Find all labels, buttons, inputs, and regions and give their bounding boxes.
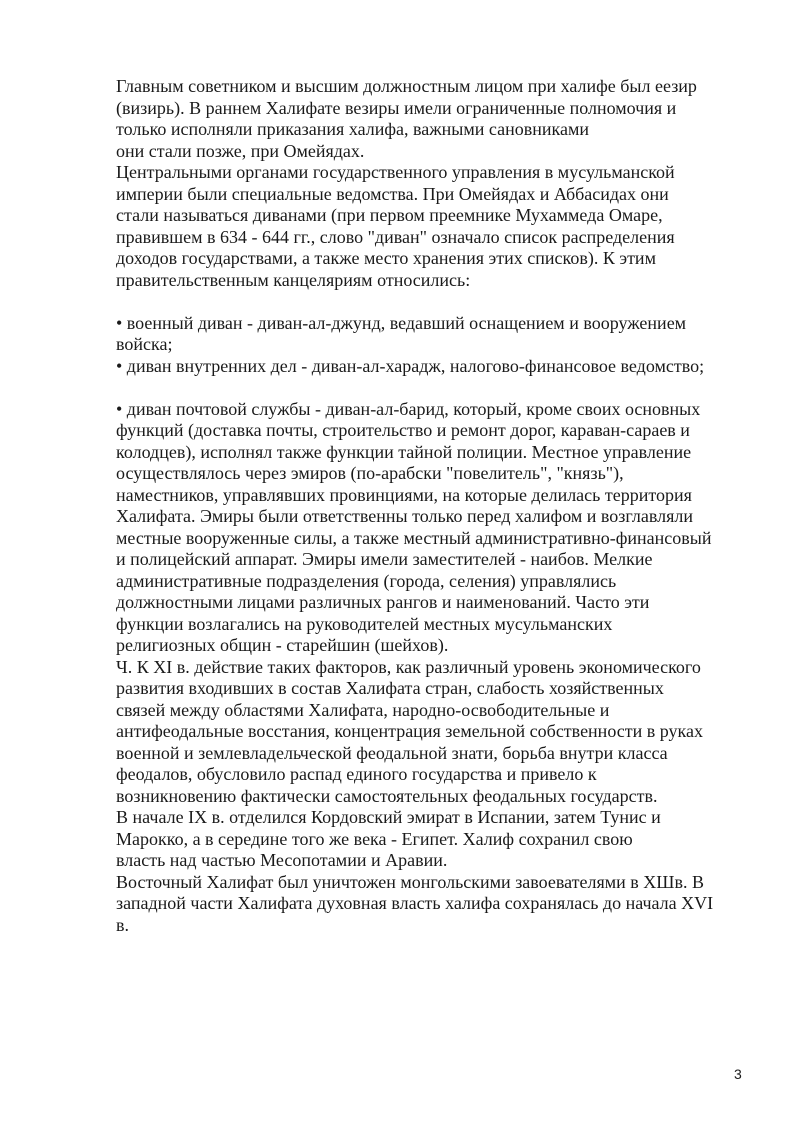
text-line: только исполняли приказания халифа, важными сановниками	[116, 119, 590, 139]
text-line: наместников, управлявших провинциями, на которые делилась территория	[116, 484, 692, 505]
text-line: в.	[116, 914, 129, 935]
text-line: должностными лицами различных рангов и наименований. Часто эти	[116, 592, 650, 612]
text-line: и полицейский аппарат. Эмиры имели заместителей - наибов. Мелкие	[116, 549, 653, 569]
text-line: Главным советником и высшим должностным лицом при халифе был еезир	[116, 76, 697, 96]
text-line: функций (доставка почты, строительство и ремонт дорог, караван-сараев и	[116, 420, 690, 440]
text-line: правительственным канцеляриям относились:	[116, 269, 471, 290]
text-line: В начале IX в. отделился Кордовский эмират в Испании, затем Тунис и	[116, 807, 661, 827]
text-line: военной и землевладельческой феодальной знати, борьба внутри класса	[116, 742, 668, 763]
text-line: местные вооруженные силы, а также местный административно-финансовый	[116, 527, 712, 548]
text-line: феодалов, обусловило распад единого государства и привело к	[116, 764, 597, 784]
text-line: связей между областями Халифата, народно-освободительные и	[116, 699, 610, 720]
text-line: войска;	[116, 334, 173, 354]
text-line: Ч. К XI в. действие таких факторов, как различный уровень экономического	[116, 656, 701, 677]
blank-line	[116, 291, 756, 313]
text-line: правившем в 634 - 644 гг., слово "диван" означало список распределения	[116, 226, 675, 247]
text-line: империи были специальные ведомства. При Омейядах и Аббасидах они	[116, 183, 669, 204]
text-line: Центральными органами государственного управления в мусульманской	[116, 162, 675, 182]
text-line: возникновению фактически самостоятельных феодальных государств.	[116, 785, 658, 806]
text-line: административные подразделения (города, селения) управлялись	[116, 570, 617, 591]
text-line: • диван внутренних дел - диван-ал-харадж, налогово-финансовое ведомство;	[116, 355, 705, 376]
text-line: функции возлагались на руководителей местных мусульманских	[116, 613, 613, 634]
document-body	[116, 76, 756, 936]
text-line: власть над частью Месопотамии и Аравии.	[116, 850, 448, 870]
text-line: доходов государствами, а также место хранения этих списков). К этим	[116, 248, 656, 268]
text-line: развития входивших в состав Халифата стран, слабость хозяйственных	[116, 678, 664, 698]
text-line: антифеодальные восстания, концентрация земельной собственности в руках	[116, 721, 703, 741]
text-line: колодцев), исполнял также функции тайной полиции. Местное управление	[116, 441, 692, 462]
text-line: • диван почтовой службы - диван-ал-барид, который, кроме своих основных	[116, 398, 701, 419]
page-number: 3	[734, 1066, 742, 1082]
text-line: стали называться диванами (при первом преемнике Мухаммеда Омаре,	[116, 205, 663, 225]
text-line: Восточный Халифат был уничтожен монгольскими завоевателями в ХШв. В	[116, 871, 704, 892]
blank-line	[116, 377, 756, 399]
text-line: Марокко, а в середине того же века - Египет. Халиф сохранил свою	[116, 828, 633, 849]
text-line: Халифата. Эмиры были ответственны только перед халифом и возглавляли	[116, 506, 693, 526]
text-line: западной части Халифата духовная власть халифа сохранялась до начала XVI	[116, 893, 714, 913]
text-line: осуществлялось через эмиров (по-арабски "повелитель", "князь"),	[116, 463, 624, 483]
text-line: они стали позже, при Омейядах.	[116, 140, 365, 161]
text-line: • военный диван - диван-ал-джунд, ведавший оснащением и вооружением	[116, 312, 687, 333]
text-line: (визирь). В раннем Халифате везиры имели ограниченные полномочия и	[116, 97, 677, 118]
text-line: религиозных общин - старейшин (шейхов).	[116, 635, 449, 655]
